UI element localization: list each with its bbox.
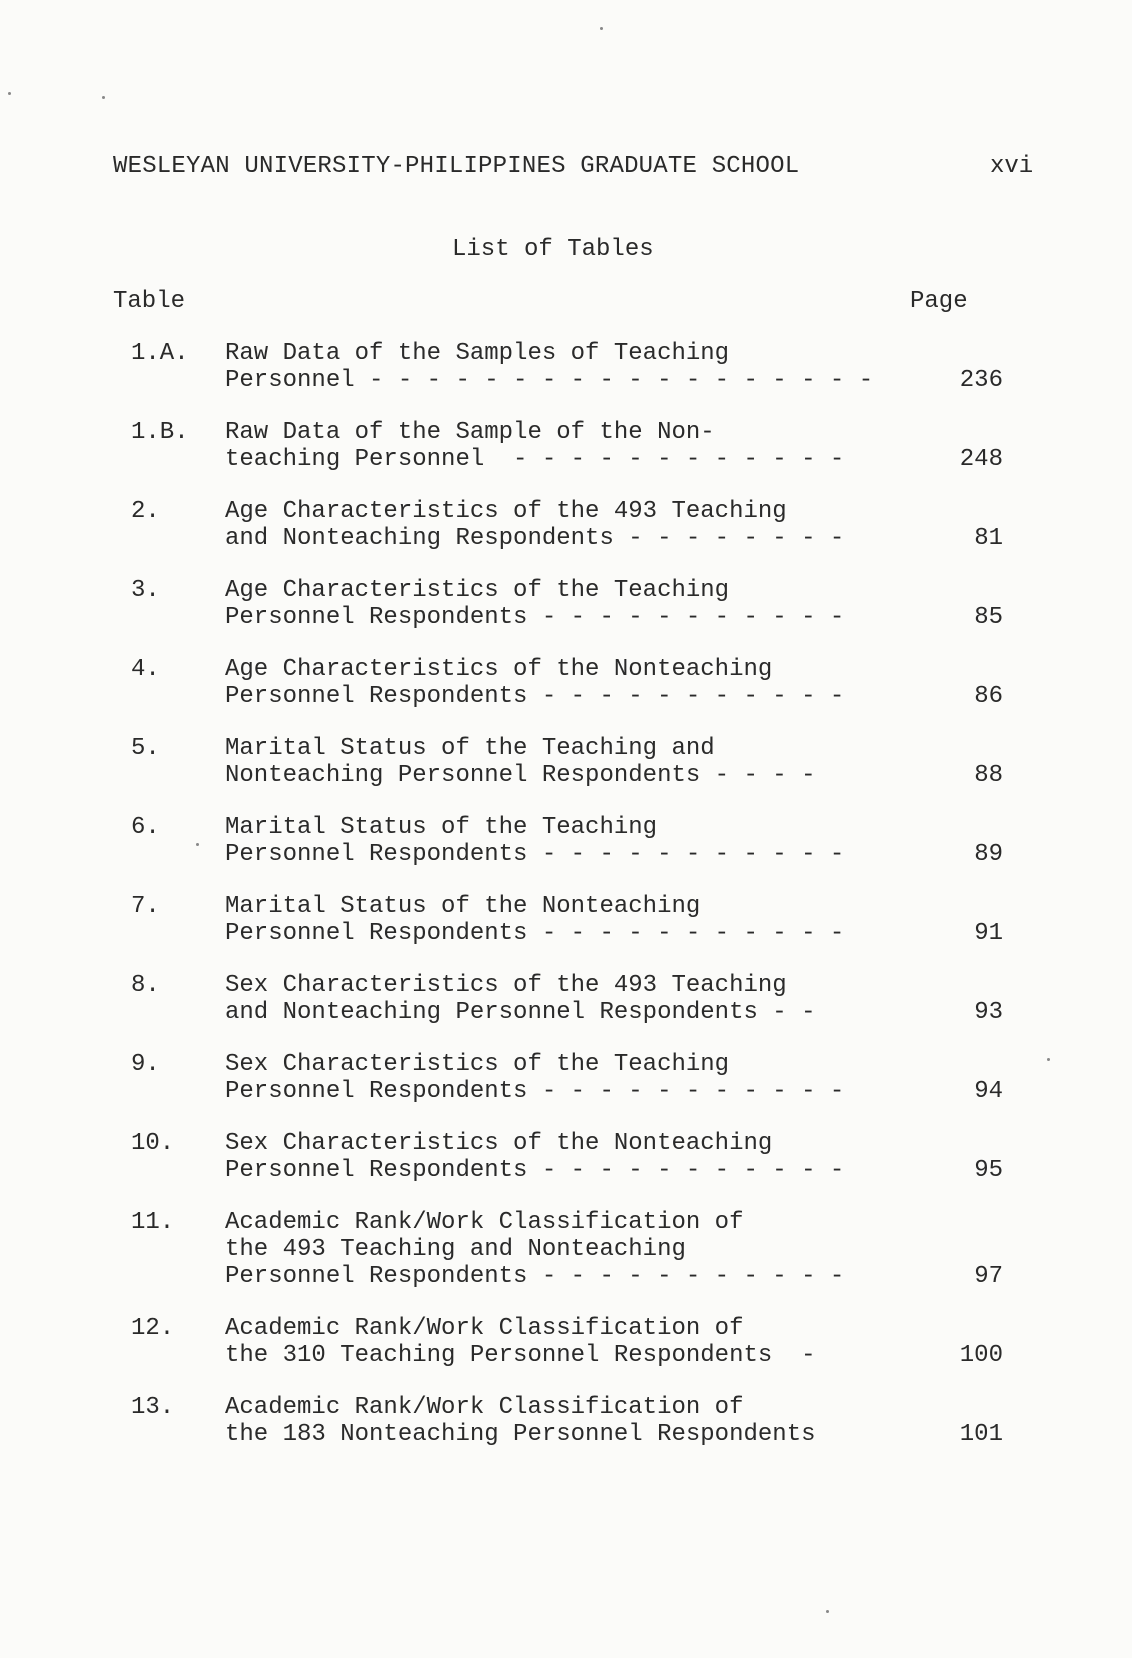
- scan-speck: [826, 1610, 829, 1613]
- page-reference: 236: [959, 367, 1003, 394]
- caption-line: Personnel Respondents - - - - - - - - - - -: [225, 841, 845, 868]
- table-number: 3.: [131, 577, 160, 604]
- column-header-page: Page: [910, 288, 968, 315]
- table-number: 12.: [131, 1315, 175, 1342]
- page-reference: 81: [974, 525, 1003, 552]
- list-item: [113, 1394, 1003, 1448]
- page-reference: 94: [974, 1078, 1003, 1105]
- table-number: 5.: [131, 735, 160, 762]
- page-reference: 91: [974, 920, 1003, 947]
- caption-line: Sex Characteristics of the 493 Teaching: [225, 972, 787, 999]
- caption-line: Personnel Respondents - - - - - - - - - - -: [225, 1263, 845, 1290]
- table-caption: [225, 972, 885, 1026]
- caption-line: Age Characteristics of the Nonteaching: [225, 656, 773, 683]
- scan-speck: [102, 96, 105, 99]
- table-caption: [225, 735, 885, 789]
- page-reference: 86: [974, 683, 1003, 710]
- list-item: [113, 893, 1003, 947]
- table-number: 7.: [131, 893, 160, 920]
- page-reference: 100: [959, 1342, 1003, 1369]
- list-item: [113, 1130, 1003, 1184]
- scan-speck: [600, 27, 603, 30]
- table-caption: [225, 814, 885, 868]
- caption-line: teaching Personnel - - - - - - - - - - - -: [225, 446, 845, 473]
- table-number: 8.: [131, 972, 160, 999]
- list-item: [113, 577, 1003, 631]
- table-number: 1.A.: [131, 340, 189, 367]
- list-item: [113, 1315, 1003, 1369]
- caption-line: Academic Rank/Work Classification of: [225, 1394, 744, 1421]
- caption-line: Personnel Respondents - - - - - - - - - - -: [225, 1157, 845, 1184]
- page-reference: 248: [959, 446, 1003, 473]
- table-caption: [225, 1394, 885, 1448]
- caption-line: Personnel Respondents - - - - - - - - - - -: [225, 920, 845, 947]
- table-caption: [225, 419, 885, 473]
- caption-line: Sex Characteristics of the Nonteaching: [225, 1130, 773, 1157]
- table-number: 9.: [131, 1051, 160, 1078]
- table-caption: [225, 577, 885, 631]
- table-caption: [225, 498, 885, 552]
- caption-line: the 310 Teaching Personnel Respondents -: [225, 1342, 816, 1369]
- list-item: [113, 419, 1003, 473]
- table-caption: [225, 893, 885, 947]
- caption-line: Personnel Respondents - - - - - - - - - - -: [225, 683, 845, 710]
- page-number: xvi: [990, 153, 1034, 180]
- caption-line: Raw Data of the Sample of the Non-: [225, 419, 715, 446]
- column-header-table: Table: [113, 288, 186, 315]
- caption-line: Age Characteristics of the Teaching: [225, 577, 730, 604]
- list-item: [113, 498, 1003, 552]
- table-caption: [225, 1051, 885, 1105]
- page-reference: 89: [974, 841, 1003, 868]
- list-item: [113, 656, 1003, 710]
- table-caption: [225, 1130, 885, 1184]
- table-number: 11.: [131, 1209, 175, 1236]
- page-reference: 95: [974, 1157, 1003, 1184]
- scan-speck: [1047, 1058, 1050, 1061]
- caption-line: Sex Characteristics of the Teaching: [225, 1051, 730, 1078]
- caption-line: Nonteaching Personnel Respondents - - - -: [225, 762, 816, 789]
- table-caption: [225, 1315, 885, 1369]
- caption-line: Academic Rank/Work Classification of: [225, 1315, 744, 1342]
- caption-line: Academic Rank/Work Classification of: [225, 1209, 744, 1236]
- caption-line: Marital Status of the Teaching: [225, 814, 658, 841]
- caption-line: Personnel - - - - - - - - - - - - - - - - - -: [225, 367, 874, 394]
- page-reference: 88: [974, 762, 1003, 789]
- caption-line: the 183 Nonteaching Personnel Respondents: [225, 1421, 816, 1448]
- list-item: [113, 340, 1003, 394]
- caption-line: Age Characteristics of the 493 Teaching: [225, 498, 787, 525]
- caption-line: Marital Status of the Nonteaching: [225, 893, 701, 920]
- table-caption: [225, 340, 885, 394]
- page-reference: 85: [974, 604, 1003, 631]
- caption-line: Personnel Respondents - - - - - - - - - - -: [225, 1078, 845, 1105]
- table-caption: [225, 1209, 885, 1290]
- table-number: 2.: [131, 498, 160, 525]
- table-number: 4.: [131, 656, 160, 683]
- page-reference: 97: [974, 1263, 1003, 1290]
- table-number: 13.: [131, 1394, 175, 1421]
- caption-line: Personnel Respondents - - - - - - - - - - -: [225, 604, 845, 631]
- list-item: [113, 1051, 1003, 1105]
- list-title: List of Tables: [452, 236, 654, 263]
- page-reference: 101: [959, 1421, 1003, 1448]
- list-item: [113, 972, 1003, 1026]
- caption-line: the 493 Teaching and Nonteaching: [225, 1236, 686, 1263]
- caption-line: Raw Data of the Samples of Teaching: [225, 340, 730, 367]
- table-number: 10.: [131, 1130, 175, 1157]
- caption-line: and Nonteaching Personnel Respondents - -: [225, 999, 816, 1026]
- list-item: [113, 735, 1003, 789]
- caption-line: and Nonteaching Respondents - - - - - - - -: [225, 525, 845, 552]
- header-title: WESLEYAN UNIVERSITY-PHILIPPINES GRADUATE SCHOOL: [113, 153, 800, 180]
- table-number: 1.B.: [131, 419, 189, 446]
- table-caption: [225, 656, 885, 710]
- scan-speck: [8, 92, 11, 95]
- table-of-contents-list: [113, 340, 1003, 1448]
- scan-speck: [196, 843, 199, 846]
- list-item: [113, 814, 1003, 868]
- caption-line: Marital Status of the Teaching and: [225, 735, 715, 762]
- list-item: [113, 1209, 1003, 1290]
- table-number: 6.: [131, 814, 160, 841]
- page-reference: 93: [974, 999, 1003, 1026]
